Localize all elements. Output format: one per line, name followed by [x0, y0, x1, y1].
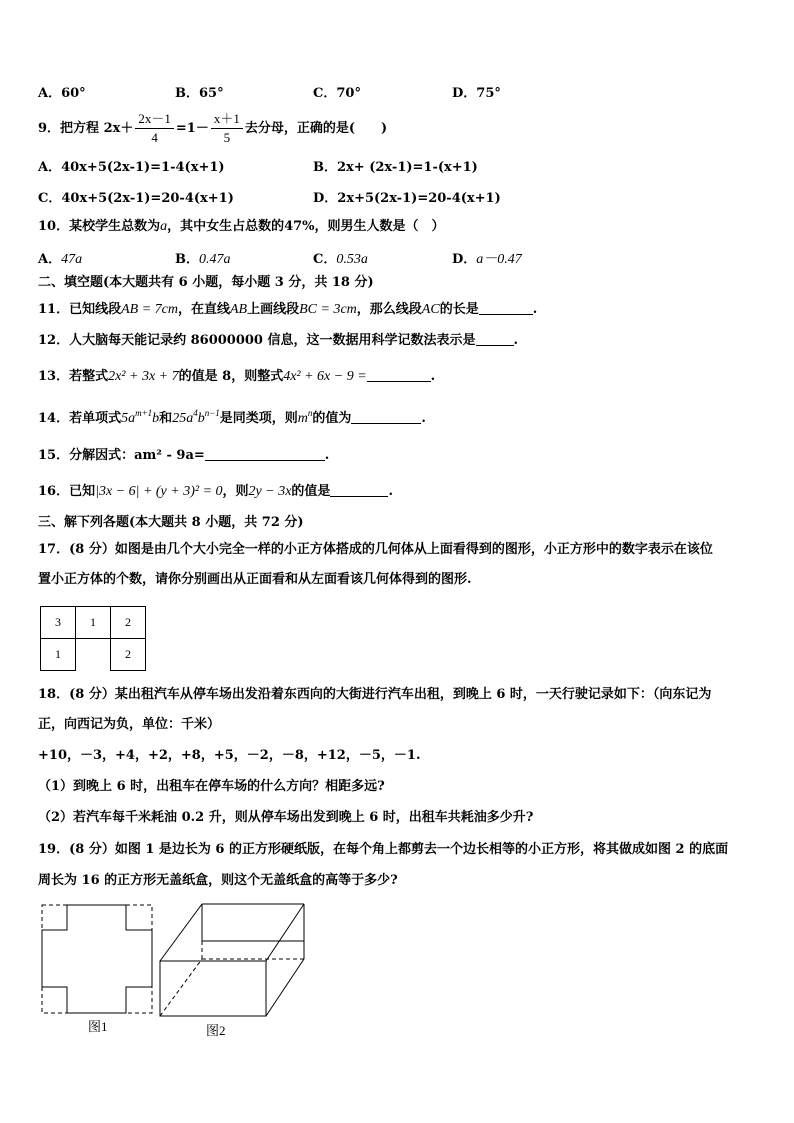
question-12: 12．人大脑每天能记录约 86000000 信息，这一数据用科学记数法表示是 . [38, 333, 519, 348]
q9-frac1-num: 2x－1 [135, 110, 174, 129]
grid-cell: 3 [41, 607, 76, 639]
section-2-heading: 二、填空题(本大题共有 6 小题，每小题 3 分，共 18 分) [38, 275, 374, 290]
question-15: 15．分解因式：am² - 9a= . [38, 448, 330, 463]
q19-figure-1 [40, 903, 154, 1015]
q10-option-b: B．0.47a [175, 252, 231, 267]
q10-var-a: a [160, 219, 168, 234]
q19-figure-2-caption: 图2 [206, 1023, 226, 1038]
q10-text-2: ，其中女生占总数的47%，则男生人数是（ ） [167, 219, 445, 234]
q9-option-c: C．40x+5(2x-1)=20-4(x+1) [38, 191, 234, 206]
q10-option-a: A．47a [38, 252, 83, 267]
q11-answer-blank [479, 300, 533, 315]
grid-cell: 2 [111, 639, 146, 671]
q9-fraction-1 [135, 110, 174, 147]
q9-frac1-den: 4 [151, 130, 158, 145]
q9-option-b: B．2x+ (2x-1)=1-(x+1) [313, 160, 478, 175]
q8-option-c: C．70° [313, 86, 361, 101]
grid-cell-empty [76, 639, 111, 671]
q15-answer-blank [205, 446, 325, 461]
q8-option-b: B．65° [175, 86, 224, 101]
q18-line-3: +10，－3，+4，+2，+8，+5，－2，－8，+12，－5，－1. [38, 748, 421, 763]
q10-option-c: C．0.53a [313, 252, 368, 267]
q14-answer-blank [351, 409, 421, 424]
q9-prefix: 9．把方程 2x＋ [38, 121, 134, 136]
question-11: 11．已知线段AB = 7cm，在直线AB上画线段BC = 3cm，那么线段AC的长是 . [38, 302, 538, 317]
grid-cell: 1 [76, 607, 111, 639]
q9-mid: =1－ [175, 121, 209, 136]
q18-line-1: 18．(8 分）某出租汽车从停车场出发沿着东西向的大街进行汽车出租，到晚上 6 时，一天行驶记录如下：（向东记为 [38, 687, 712, 702]
grid-cell: 2 [111, 607, 146, 639]
q10-option-d: D．a－0.47 [452, 252, 522, 267]
q8-option-d: D．75° [452, 86, 501, 101]
q9-fraction-2 [211, 110, 243, 147]
q8-option-a: A．60° [38, 86, 86, 101]
question-14: 14．若单项式$5a^{m+1}b$和$25a^4b^{n-1}$是同类项，则$m^n$的值为 . [38, 408, 426, 426]
q12-answer-blank [476, 331, 514, 346]
q9-option-a: A．40x+5(2x-1)=1-4(x+1) [38, 160, 225, 175]
q18-sub-1: （1）到晚上 6 时，出租车在停车场的什么方向？相距多远? [38, 779, 385, 794]
section-3-heading: 三、解下列各题(本大题共 8 小题，共 72 分) [38, 515, 304, 530]
q13-answer-blank [367, 367, 431, 382]
q19-figure-2 [158, 901, 308, 1021]
question-16: 16．已知|3x − 6| + (y + 3)² = 0，则2y − 3x的值是 . [38, 484, 393, 499]
q10-text-1: 10．某校学生总数为 [38, 219, 161, 234]
q18-sub-2: （2）若汽车每千米耗油 0.2 升，则从停车场出发到晚上 6 时，出租车共耗油多少升? [38, 810, 534, 825]
question-10 [38, 217, 445, 237]
q19-line-2: 周长为 16 的正方形无盖纸盒，则这个无盖纸盒的高等于多少? [38, 873, 398, 888]
q18-line-2: 正，向西记为负，单位：千米） [38, 717, 221, 732]
q19-figure-1-caption: 图1 [88, 1019, 108, 1034]
question-13: 13．若整式2x² + 3x + 7的值是 8，则整式4x² + 6x − 9 = . [38, 369, 436, 384]
q9-frac2-num: x＋1 [211, 110, 243, 129]
q19-line-1: 19．(8 分）如图 1 是边长为 6 的正方形硬纸版，在每个角上都剪去一个边长相等的小正方形，将其做成如图 2 的底面 [38, 842, 729, 857]
question-9 [38, 110, 387, 147]
q17-line-2: 置小正方体的个数，请你分别画出从正面看和从左面看该几何体得到的图形. [38, 572, 472, 587]
grid-cell: 1 [41, 639, 76, 671]
q17-top-view-grid [40, 606, 146, 671]
q9-suffix: 去分母，正确的是( ) [244, 121, 388, 136]
q17-line-1: 17．(8 分）如图是由几个大小完全一样的小正方体搭成的几何体从上面看得到的图形，小正方形中的数字表示在该位 [38, 542, 713, 557]
q9-option-d: D．2x+5(2x-1)=20-4(x+1) [313, 191, 501, 206]
q9-frac2-den: 5 [223, 130, 231, 145]
q16-answer-blank [330, 482, 388, 497]
